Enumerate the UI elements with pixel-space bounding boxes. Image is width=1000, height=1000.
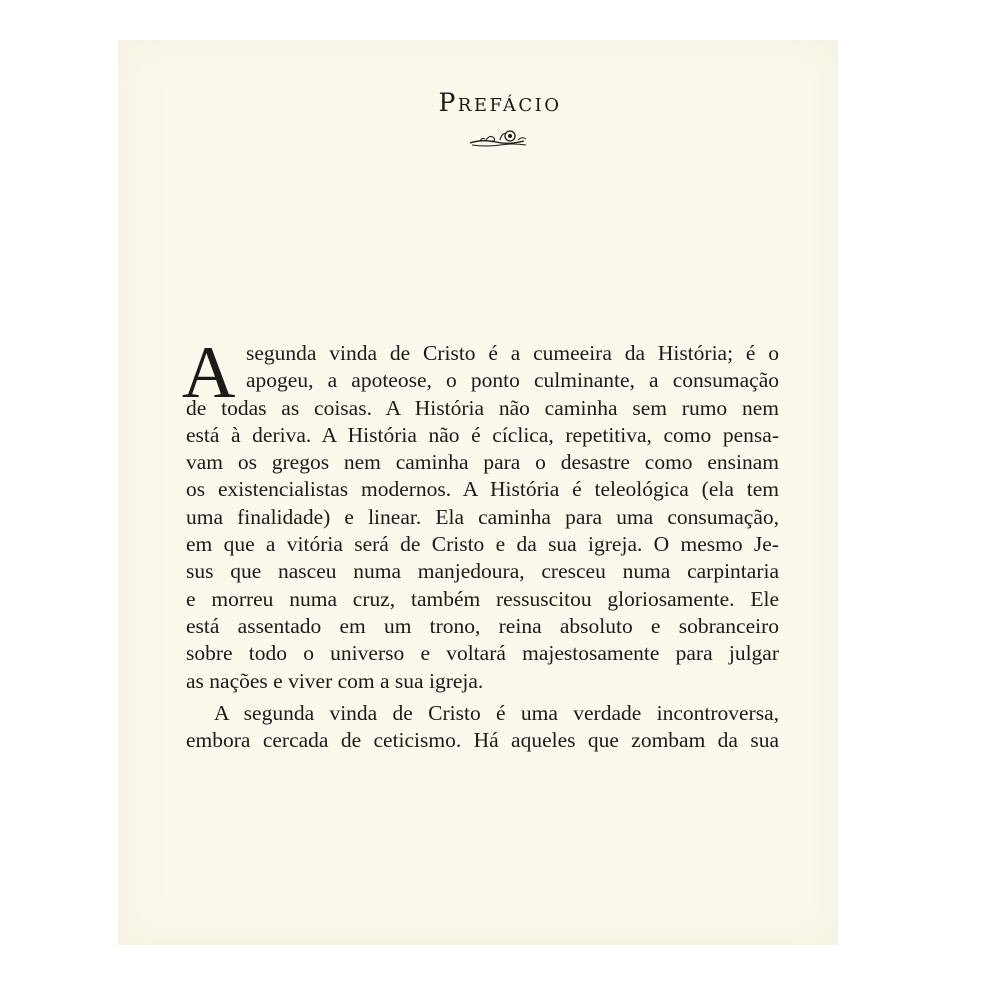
text-line: as nações e viver com a sua igreja. [186,668,484,693]
text-line: apogeu, a apoteose, o ponto culminante, a consumação [246,368,779,393]
text-line: sus que nasceu numa manjedoura, cresceu numa carpintaria [186,559,779,584]
text-line: está assentado em um trono, reina absoluto e sobranceiro [186,613,779,638]
text-line: de todas as coisas. A História não caminha sem rumo nem [186,395,779,420]
text-line: sobre todo o universo e voltará majestosamente para julgar [186,641,779,666]
text-line: uma finalidade) e linear. Ela caminha para uma consumação, [186,504,779,529]
drop-cap: A [182,332,236,414]
text-line: vam os gregos nem caminha para o desastre como ensinam [186,450,779,475]
text-line: e morreu numa cruz, também ressuscitou gloriosamente. Ele [186,586,779,611]
text-line: embora cercada de ceticismo. Há aqueles que zombam da sua [186,728,779,753]
preface-text [182,332,779,754]
page-title: Prefácio [438,88,562,117]
text-line: A segunda vinda de Cristo é uma verdade incontroversa, [214,700,779,725]
text-line: em que a vitória será de Cristo e da sua igreja. O mesmo Je- [186,532,779,557]
text-line: os existencialistas modernos. A História é teleológica (ela tem [186,477,779,502]
text-line: segunda vinda de Cristo é a cumeeira da História; é o [246,341,779,365]
flourish-ornament-icon [466,128,532,150]
text-line: está à deriva. A História não é cíclica, repetitiva, como pensa- [186,422,779,447]
